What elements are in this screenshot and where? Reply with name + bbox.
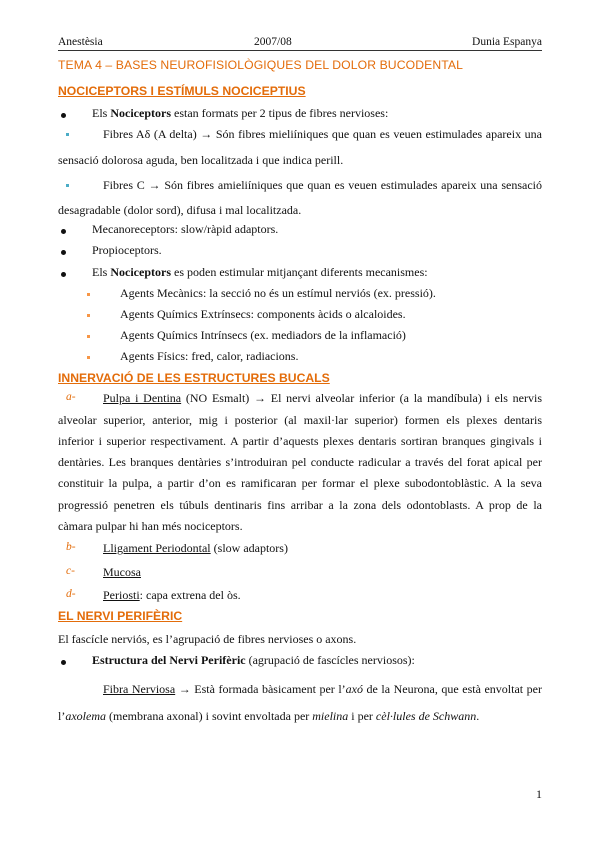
section-heading-nociceptors: NOCICEPTORS I ESTÍMULS NOCICEPTIUS — [58, 84, 306, 98]
orange-bullet-icon — [87, 356, 90, 359]
nervi-intro: El fascícle nerviós, es l’agrupació de fibres nervioses o axons. — [58, 632, 357, 646]
pulpa-line: progressió penetren els túbuls dentinaris fins arribar a la zona dels odontoblasts. A prop de la — [58, 498, 542, 512]
list-letter-a: a- — [66, 391, 76, 403]
page-header — [58, 36, 542, 51]
square-bullet-icon — [66, 133, 69, 136]
square-bullet-icon — [66, 184, 69, 187]
orange-bullet-icon — [87, 314, 90, 317]
list-item-estructura: Estructura del Nervi Perifèric (agrupació de fascícles nerviosos): — [92, 653, 415, 667]
pulpa-line: alveolar superior, anterior, mig i posterior (al maxil·lar superior) formen els plexes dentaris — [58, 413, 542, 427]
pulpa-line: inferior i superior respectivament. A partir d’aquests plexes dentaris sortiran branques gingivals i — [58, 434, 542, 448]
fibre-c-line1: Fibres C → Són fibres amieliíniques que quan es veuen estimulades apareix una sensació — [103, 178, 542, 192]
pulpa-line1: Pulpa i Dentina (NO Esmalt) → El nervi alveolar inferior (a la mandíbula) i els nervis — [103, 391, 542, 405]
section-heading-nervi: EL NERVI PERIFÈRIC — [58, 609, 183, 623]
list-item-periosti: Periosti: capa extrena del òs. — [103, 588, 241, 602]
agent-item: Agents Químics Extrínsecs: components àcids o alcaloides. — [120, 307, 406, 321]
bullet-icon — [61, 113, 66, 118]
fibra-line1: Fibra Nerviosa → Està formada bàsicament per l’axó de la Neurona, que està envoltat per — [103, 682, 542, 696]
list-letter-c: c- — [66, 565, 75, 577]
pulpa-line: càmara pulpar hi han més nociceptors. — [58, 519, 243, 533]
agent-item: Agents Mecànics: la secció no és un estímul nerviós (ex. pressió). — [120, 286, 436, 300]
header-subject: Anestèsia — [58, 36, 103, 48]
list-item-mechanisms: Els Nociceptors es poden estimular mitjançant diferents mecanismes: — [92, 265, 428, 279]
list-item-propioceptors: Propioceptors. — [92, 243, 162, 257]
bullet-icon — [61, 660, 66, 665]
header-year: 2007/08 — [254, 36, 292, 48]
fibre-a-line1: Fibres Aδ (A delta) → Són fibres mieliíniques que quan es veuen estimulades apareix una — [103, 127, 542, 141]
orange-bullet-icon — [87, 293, 90, 296]
bullet-icon — [61, 272, 66, 277]
fibre-c-line2: desagradable (dolor sord), difusa i mal localitzada. — [58, 203, 302, 217]
list-item-mecanoreceptors: Mecanoreceptors: slow/ràpid adaptors. — [92, 222, 279, 236]
list-item-lligament: Lligament Periodontal (slow adaptors) — [103, 541, 288, 555]
list-letter-d: d- — [66, 588, 76, 600]
pulpa-line: dentàries. Les branques dentàries s’introduiran pel conducte radicular a través del forat apical per — [58, 455, 542, 469]
list-item-mucosa: Mucosa — [103, 565, 141, 579]
page-number: 1 — [536, 787, 542, 801]
document-title: TEMA 4 – BASES NEUROFISIOLÒGIQUES DEL DOLOR BUCODENTAL — [58, 58, 463, 72]
agent-item: Agents Químics Intrínsecs (ex. mediadors de la inflamació) — [120, 328, 406, 342]
list-item-nociceptors: Els Nociceptors estan formats per 2 tipus de fibres nervioses: — [92, 106, 389, 120]
header-author: Dunia Espanya — [472, 36, 542, 48]
fibra-line2: l’axolema (membrana axonal) i sovint envoltada per mielina i per cèl·lules de Schwann. — [58, 709, 480, 723]
list-letter-b: b- — [66, 541, 76, 553]
fibre-a-line2: sensació dolorosa aguda, ben localitzada i que indica perill. — [58, 153, 344, 167]
orange-bullet-icon — [87, 335, 90, 338]
bullet-icon — [61, 250, 66, 255]
agent-item: Agents Físics: fred, calor, radiacions. — [120, 349, 299, 363]
pulpa-line: constituir la pulpa, a partir d’on es ramificaran per formar el plexe subodontoblàstic. A la seva — [58, 476, 542, 490]
section-heading-innervacio: INNERVACIÓ DE LES ESTRUCTURES BUCALS — [58, 371, 330, 385]
bullet-icon — [61, 229, 66, 234]
